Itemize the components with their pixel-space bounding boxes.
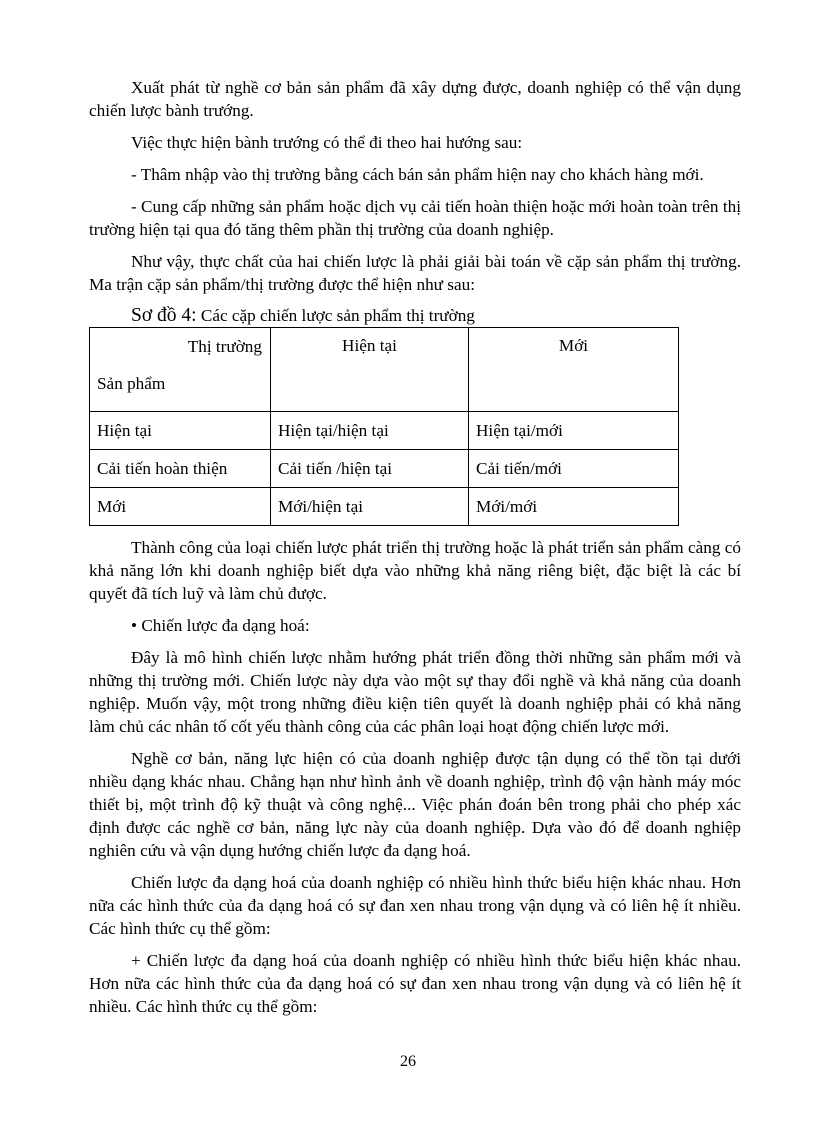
paragraph: - Thâm nhập vào thị trường bằng cách bán sản phẩm hiện nay cho khách hàng mới. xyxy=(131,165,704,184)
column-header: Mới xyxy=(469,328,679,412)
bullet-heading: • Chiến lược đa dạng hoá: xyxy=(131,616,310,635)
table-cell: Cải tiến /hiện tại xyxy=(271,450,469,488)
table-row xyxy=(90,450,679,488)
paragraph: - Cung cấp những sản phẩm hoặc dịch vụ cải tiến hoàn thiện hoặc mới hoàn toàn trên thị trường hiện tại qua đó tăng thêm phần thị trường của doanh nghiệp. xyxy=(89,197,741,239)
corner-label-product: Sản phẩm xyxy=(97,374,166,393)
column-header: Hiện tại xyxy=(271,328,469,412)
figure-caption xyxy=(89,305,741,327)
paragraph: Chiến lược đa dạng hoá của doanh nghiệp có nhiều hình thức biểu hiện khác nhau. Hơn nữa các hình thức của đa dạng hoá có sự đan xen nhau trong vận dụng và có liên hệ ít nhiều. Các hình thức cụ thể gồm: xyxy=(89,873,741,938)
caption-text: Các cặp chiến lược sản phẩm thị trường xyxy=(196,306,475,325)
paragraph: + Chiến lược đa dạng hoá của doanh nghiệp có nhiều hình thức biểu hiện khác nhau. Hơn nữa các hình thức của đa dạng hoá có sự đan xen nhau trong vận dụng và có liên hệ ít nhiều. Các hình thức cụ thể gồm: xyxy=(89,951,741,1016)
table-cell: Hiện tại/hiện tại xyxy=(271,412,469,450)
table-corner-cell xyxy=(90,328,271,412)
row-header: Cải tiến hoàn thiện xyxy=(90,450,271,488)
paragraph: Đây là mô hình chiến lược nhằm hướng phát triển đồng thời những sản phẩm mới và những thị trường mới. Chiến lược này dựa vào một sự thay đổi nghề và khả năng của doanh nghiệp. Muốn vậy, một trong những điều kiện tiên quyết là doanh nghiệp phải có khả năng làm chủ các nhân tố cốt yếu thành công của các phân loại hoạt động chiến lược mới. xyxy=(89,648,741,736)
paragraph: Nghề cơ bản, năng lực hiện có của doanh nghiệp được tận dụng có thể tồn tại dưới nhiều dạng khác nhau. Chẳng hạn như hình ảnh về doanh nghiệp, trình độ vận hành máy móc thiết bị, một trình độ kỹ thuật và công nghệ... Việc phán đoán bên trong phải cho phép xác định được các nghề cơ bản, năng lực này của doanh nghiệp. Dựa vào đó để doanh nghiệp nghiên cứu và vận dụng hướng chiến lược đa dạng hoá. xyxy=(89,749,741,860)
table-row xyxy=(90,488,679,526)
page-number: 26 xyxy=(400,1053,416,1070)
caption-prefix: Sơ đồ 4: xyxy=(131,305,197,326)
paragraph: Thành công của loại chiến lược phát triển thị trường hoặc là phát triển sản phẩm càng có khả năng lớn khi doanh nghiệp biết dựa vào những khả năng riêng biệt, đặc biệt là các bí quyết đã tích luỹ và làm chủ được. xyxy=(89,538,741,603)
table-cell: Hiện tại/mới xyxy=(469,412,679,450)
row-header: Hiện tại xyxy=(90,412,271,450)
paragraph: Việc thực hiện bành trướng có thể đi theo hai hướng sau: xyxy=(131,133,523,152)
table-cell: Mới/hiện tại xyxy=(271,488,469,526)
corner-label-market: Thị trường xyxy=(187,337,262,356)
page-content xyxy=(89,76,741,1018)
table-cell: Mới/mới xyxy=(469,488,679,526)
paragraph: Xuất phát từ nghề cơ bản sản phẩm đã xây dựng được, doanh nghiệp có thể vận dụng chiến lược bành trướng. xyxy=(89,78,741,120)
product-market-matrix-table xyxy=(89,327,679,526)
row-header: Mới xyxy=(90,488,271,526)
table-cell: Cải tiến/mới xyxy=(469,450,679,488)
table-header-row xyxy=(90,328,679,412)
table-row xyxy=(90,412,679,450)
paragraph: Như vậy, thực chất của hai chiến lược là phải giải bài toán về cặp sản phẩm thị trường. Ma trận cặp sản phẩm/thị trường được thể hiện như sau: xyxy=(89,252,741,294)
